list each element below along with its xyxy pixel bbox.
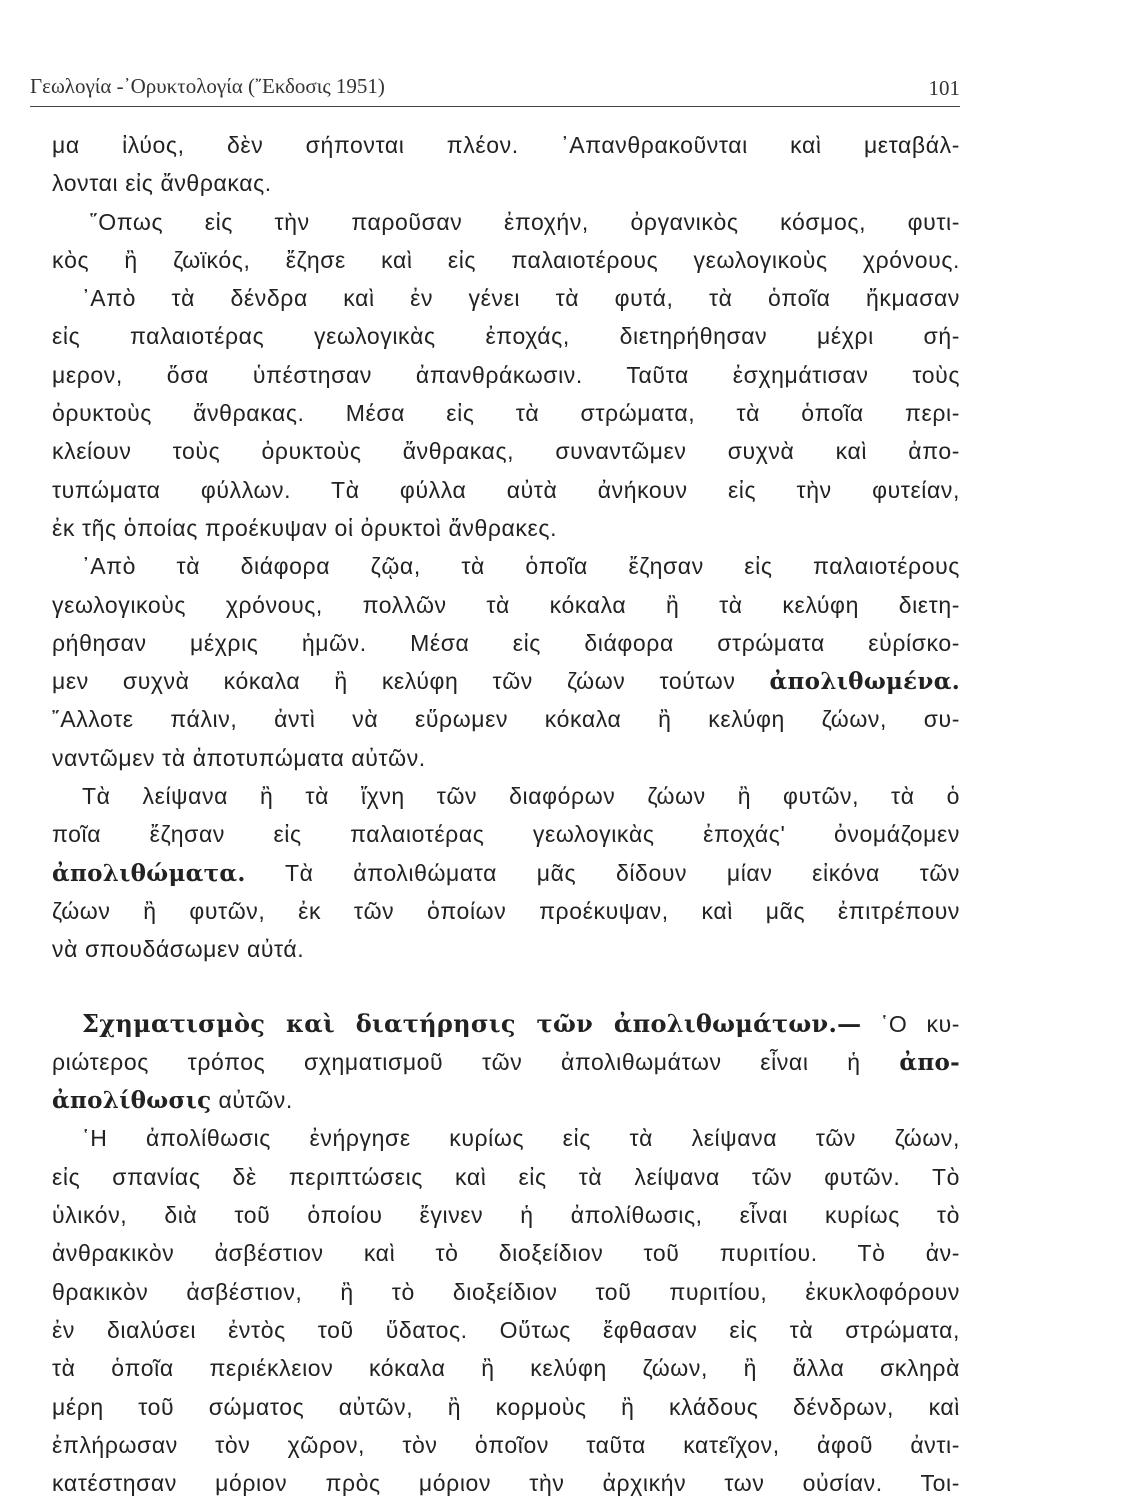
text-line: μα ἰλύος, δὲν σήπονται πλέον. ᾿Απανθρακοῦνται καὶ μεταβάλ- [52,132,960,158]
text-line [52,1043,960,1081]
text-fragment: Τὰ ἀπολιθώματα μᾶς δίδουν μίαν εἰκόνα τῶν [285,859,960,886]
text-fragment: αὐτῶν. [218,1087,293,1114]
text-line: ποῖα ἔζησαν εἰς παλαιοτέρας γεωλογικὰς ἐποχάς' ὀνομάζομεν [52,821,960,848]
text-line: κὸς ἢ ζωϊκός, ἔζησε καὶ εἰς παλαιοτέρους γεωλογικοὺς χρόνους. [52,246,960,273]
text-line: λονται εἰς ἄνθρακας. [52,170,272,197]
text-line: νὰ σπουδάσωμεν αὐτά. [52,936,305,963]
text-line: κλείουν τοὺς ὀρυκτοὺς ἄνθρακας, συναντῶμεν συχνὰ καὶ ἀπο- [52,438,960,465]
text-line: ᾿Απὸ τὰ δένδρα καὶ ἐν γένει τὰ φυτά, τὰ ὁποῖα ἤκμασαν [82,285,960,312]
text-line: τυπώματα φύλλων. Τὰ φύλλα αὐτὰ ἀνήκουν εἰς τὴν φυτείαν, [52,476,960,503]
text-line: ἐν διαλύσει ἐντὸς τοῦ ὕδατος. Οὕτως ἔφθασαν εἰς τὰ στρώματα, [52,1316,960,1343]
text-line: ὀρυκτοὺς ἄνθρακας. Μέσα εἰς τὰ στρώματα, τὰ ὁποῖα περι- [52,400,960,427]
running-header [30,66,960,107]
text-line: ὑλικόν, διὰ τοῦ ὁποίου ἔγινεν ἡ ἀπολίθωσις, εἶναι κυρίως τὸ [52,1202,960,1229]
bold-term-apolithomata: ἀπολιθώματα. [52,859,246,887]
text-line [52,662,960,700]
document-page [30,0,960,1500]
page-number: 101 [928,76,960,100]
text-line: εἰς παλαιοτέρας γεωλογικὰς ἐποχάς, διετηρήθησαν μέχρι σή- [52,323,960,350]
text-line: γεωλογικοὺς χρόνους, πολλῶν τὰ κόκαλα ἢ τὰ κελύφη διετη- [52,591,960,618]
text-line: ρήθησαν μέχρις ἡμῶν. Μέσα εἰς διάφορα στρώματα εὑρίσκο- [52,629,960,656]
text-fragment: ριώτερος τρόπος σχηματισμοῦ τῶν ἀπολιθωμάτων εἶναι ἡ [52,1048,861,1075]
text-line: ζώων ἢ φυτῶν, ἐκ τῶν ὁποίων προέκυψαν, καὶ μᾶς ἐπιτρέπουν [52,897,960,924]
section-gap [52,969,960,1005]
section-heading: Σχηματισμὸς καὶ διατήρησις τῶν ἀπολιθωμάτων.— [82,1008,862,1038]
text-line: εἰς σπανίας δὲ περιπτώσεις καὶ εἰς τὰ λείψανα τῶν φυτῶν. Τὸ [52,1163,960,1190]
text-line [52,854,960,892]
bold-term-apolithosis: ἀπολίθωσις [52,1087,212,1115]
text-line: ῾Η ἀπολίθωσις ἐνήργησε κυρίως εἰς τὰ λείψανα τῶν ζώων, [82,1125,960,1152]
text-line: ἐκ τῆς ὁποίας προέκυψαν οἱ ὀρυκτοὶ ἄνθρακες. [52,514,558,541]
text-line: ᾿Απὸ τὰ διάφορα ζῷα, τὰ ὁποῖα ἔζησαν εἰς παλαιοτέρους [82,553,960,580]
bold-term-apolithomena: ἀπολιθωμένα. [769,668,960,696]
text-line: Τὰ λείψανα ἢ τὰ ἴχνη τῶν διαφόρων ζώων ἢ φυτῶν, τὰ ὁ [82,783,960,810]
text-line: θρακικὸν ἀσβέστιον, ἢ τὸ διοξείδιον τοῦ πυριτίου, ἐκυκλοφόρουν [52,1278,960,1305]
text-fragment: μεν συχνὰ κόκαλα ἢ κελύφη τῶν ζώων τούτων [52,668,736,695]
text-line: τὰ ὁποῖα περιέκλειον κόκαλα ἢ κελύφη ζώων, ἢ ἄλλα σκληρὰ [52,1355,960,1382]
bold-fragment-apo: ἀπο- [899,1048,960,1076]
text-line: ῎Αλλοτε πάλιν, ἀντὶ νὰ εὕρωμεν κόκαλα ἢ κελύφη ζώων, συ- [52,706,960,733]
text-line: μέρη τοῦ σώματος αὐτῶν, ἢ κορμοὺς ἢ κλάδους δένδρων, καὶ [52,1393,960,1420]
text-line: ῞Οπως εἰς τὴν παροῦσαν ἐποχήν, ὀργανικὸς κόσμος, φυτι- [90,208,960,235]
text-fragment: ῾Ο κυ- [880,1010,961,1037]
section-heading-line [52,1005,960,1043]
body-text [52,126,960,1502]
text-line [52,1081,960,1119]
text-line: μερον, ὅσα ὑπέστησαν ἀπανθράκωσιν. Ταῦτα ἐσχημάτισαν τοὺς [52,361,960,388]
text-line: κατέστησαν μόριον πρὸς μόριον τὴν ἀρχικήν των οὐσίαν. Τοι- [52,1470,960,1497]
text-line: ἐπλήρωσαν τὸν χῶρον, τὸν ὁποῖον ταῦτα κατεῖχον, ἀφοῦ ἀντι- [52,1431,960,1458]
text-line: ναντῶμεν τὰ ἀποτυπώματα αὐτῶν. [52,744,426,771]
text-line: ἀνθρακικὸν ἀσβέστιον καὶ τὸ διοξείδιον τοῦ πυριτίου. Τὸ ἀν- [52,1240,960,1267]
running-title: Γεωλογία -᾿Ορυκτολογία (῎Εκδοσις 1951) [30,74,385,98]
